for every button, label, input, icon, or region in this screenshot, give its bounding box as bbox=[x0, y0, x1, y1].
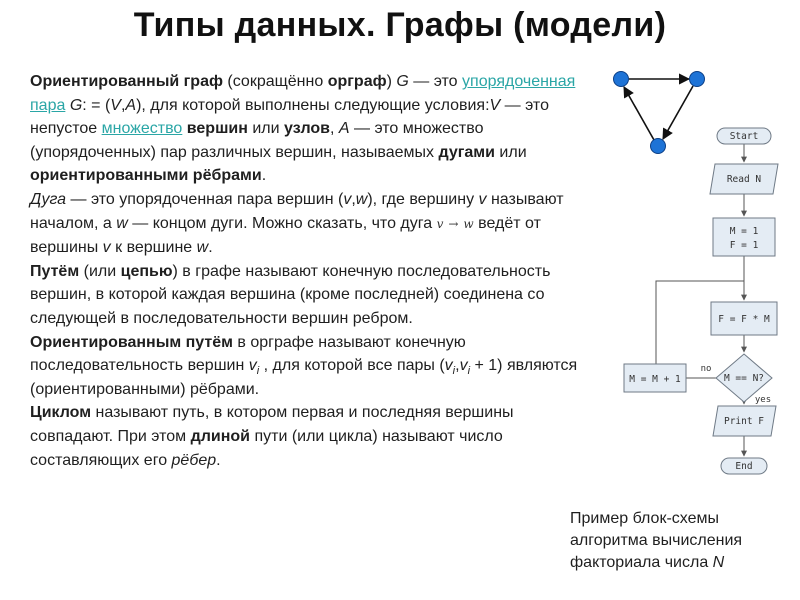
graph-node-right bbox=[690, 72, 705, 87]
paragraph-path: Путём (или цепью) в графе называют конечную последовательность вершин, в которой каждая вершина (кроме последней) соединена со следующей в последовательности вершин ребром. bbox=[30, 262, 551, 327]
flowchart-diagram bbox=[615, 118, 795, 498]
paragraph-oriented-path: Ориентированным путём в орграфе называют конечную последовательность вершин $v_i$ , для которой все пары $(v_i,v_i + 1)$ являются (ориентированными) рёбрами. bbox=[30, 333, 578, 398]
slide-title: Типы данных. Графы (модели) bbox=[133, 6, 667, 44]
flow-init-f-label: F = 1 bbox=[729, 240, 759, 251]
paragraph-arc: Дуга — это упорядоченная пара вершин (v,w), где вершину v называют началом, а w — концом дуги. Можно сказать, что дуга v → w ведёт от вершины v к вершине w. bbox=[30, 190, 564, 257]
flow-read-label: Read N bbox=[726, 174, 762, 185]
flowchart-caption: Пример блок-схемы алгоритма вычисления факториала числа N bbox=[570, 510, 743, 571]
arc-formula: v → w bbox=[436, 216, 474, 231]
flow-start-label: Start bbox=[729, 131, 759, 142]
flow-init-m-label: M = 1 bbox=[729, 226, 759, 237]
body-text bbox=[30, 70, 595, 472]
link-set[interactable]: множество bbox=[101, 120, 183, 138]
link-ordered-pair[interactable]: упорядоченная пара bbox=[30, 73, 576, 114]
flow-end-label: End bbox=[735, 461, 753, 472]
flow-increment-label: M = M + 1 bbox=[629, 374, 681, 385]
flow-condition-label: M == N? bbox=[723, 373, 765, 384]
graph-node-left bbox=[614, 72, 629, 87]
flow-multiply-label: F = F * M bbox=[718, 314, 770, 325]
flow-print-label: Print F bbox=[723, 416, 765, 427]
flow-yes-label: yes bbox=[754, 395, 772, 405]
paragraph-oriented-graph: Ориентированный граф (сокращённо орграф) G — это упорядоченная пара G: = (V,A), для которой выполнены следующие условия:V — это непустое множество вершин или узлов, A — это множество (упорядоченных) пар различных вершин, называемых дугами или ориентированными рёбрами. bbox=[30, 73, 576, 185]
paragraph-cycle: Циклом называют путь, в котором первая и последняя вершины совпадают. При этом длиной пути (или цикла) называют число составляющих его рёбер. bbox=[30, 404, 514, 469]
flow-no-label: no bbox=[700, 364, 712, 374]
